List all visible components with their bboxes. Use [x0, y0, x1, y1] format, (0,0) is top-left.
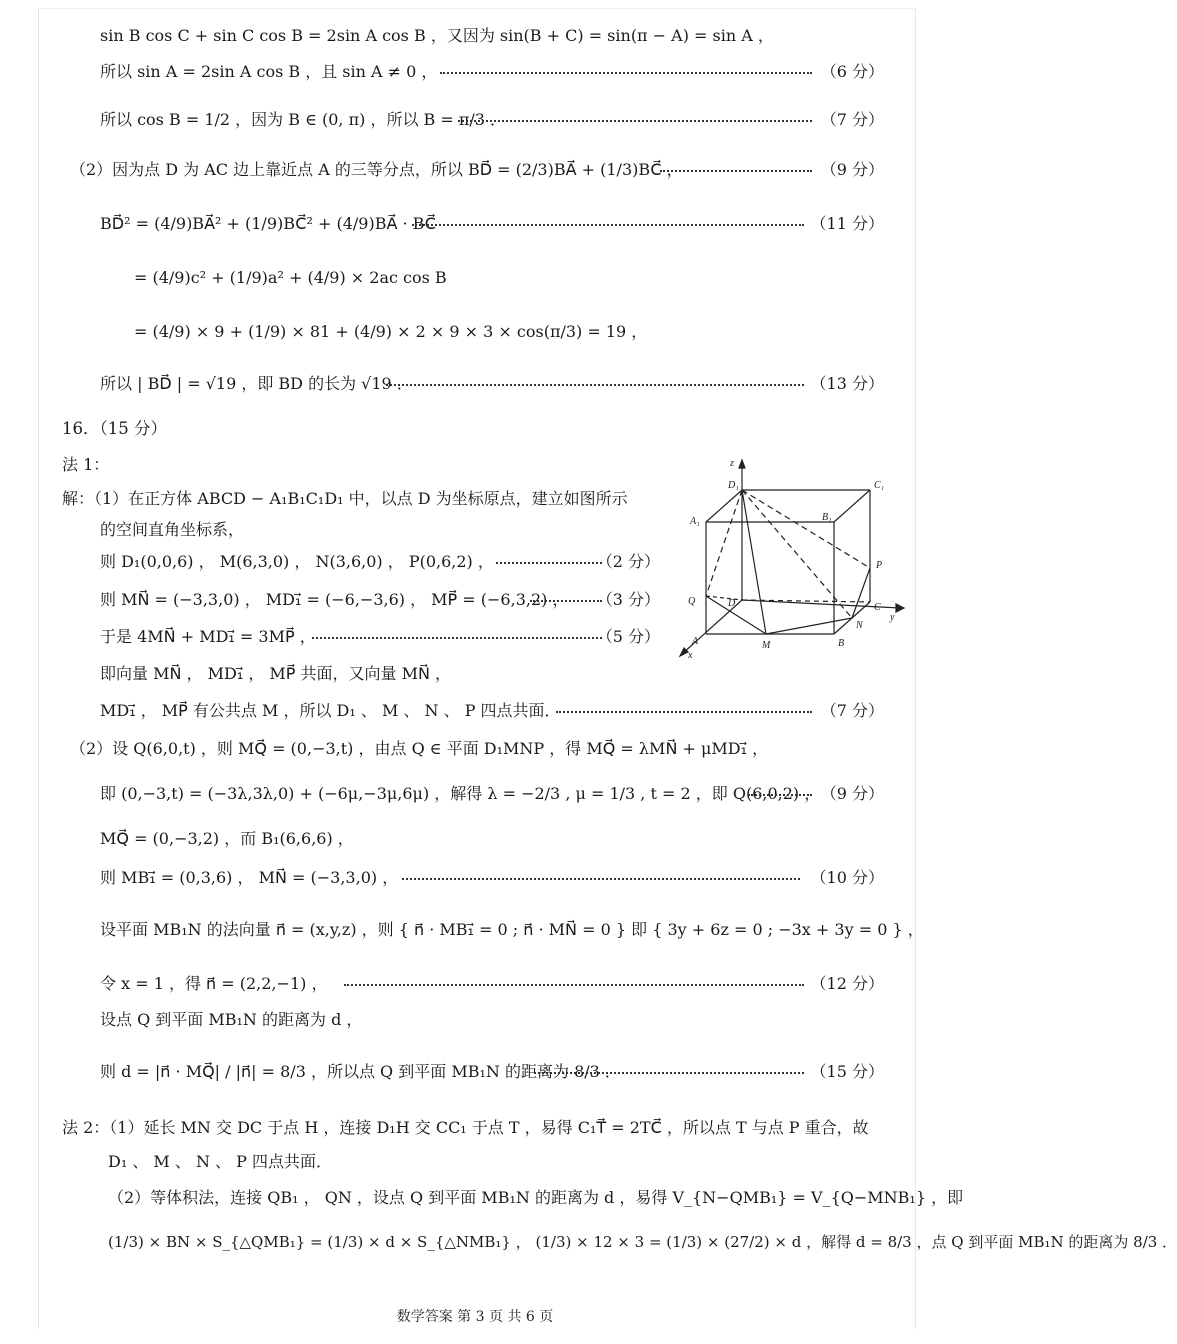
- leader-dots: [402, 878, 800, 880]
- label-d: D: [728, 598, 736, 609]
- score-label: （2 分）: [596, 552, 660, 571]
- leader-dots: [344, 984, 804, 986]
- score-label: （9 分）: [820, 784, 884, 803]
- section-line: [766, 618, 852, 634]
- leader-dots: [312, 637, 602, 639]
- line-17: MD₁⃗ ， MP⃗ 有公共点 M ，所以 D₁ 、 M 、 N 、 P 四点共面．: [100, 701, 561, 720]
- label-d1: D₁: [728, 480, 739, 491]
- line-1: sin B cos C + sin C cos B = 2sin A cos B ，又因为 sin(B + C) = sin(π − A) = sin A ，: [100, 26, 774, 45]
- line-12: 的空间直角坐标系，: [100, 520, 245, 539]
- leader-dots: [458, 120, 812, 122]
- leader-dots: [534, 1072, 804, 1074]
- cube-edge: [834, 490, 870, 522]
- label-q: Q: [688, 596, 696, 607]
- section-line: [742, 490, 870, 568]
- line-18: （2）设 Q(6,0,t) ，则 MQ⃗ = (0,−3,t) ，由点 Q ∈ 平面 D₁MNP ，得 MQ⃗ = λMN⃗ + μMD₁⃗ ，: [70, 739, 769, 758]
- section-line: [742, 490, 766, 634]
- score-label: （5 分）: [596, 627, 660, 646]
- line-22: 设平面 MB₁N 的法向量 n⃗ = (x,y,z) ，则 { n⃗ · MB₁⃗ = 0 ; n⃗ · MN⃗ = 0 } 即 { 3y + 6z = 0 ; −3x + 3y = 0 } ，: [100, 920, 924, 939]
- leader-dots: [530, 600, 602, 602]
- line-20: MQ⃗ = (0,−3,2) ，而 B₁(6,6,6) ，: [100, 829, 354, 848]
- line-8: 所以 | BD⃗ | = √19 ，即 BD 的长为 √19 ．: [100, 374, 413, 393]
- line-6: = (4/9)c² + (1/9)a² + (4/9) × 2ac cos B: [134, 268, 447, 287]
- score-label: （7 分）: [820, 110, 884, 129]
- label-b1: B₁: [822, 512, 832, 523]
- line-29: (1/3) × BN × S_{△QMB₁} = (1/3) × d × S_{△NMB₁} ， (1/3) × 12 × 3 = (1/3) × (27/2) × d ，解得 d = 8/3 ，点 Q 到平面 MB₁N 的距离为 8/3 ．: [108, 1233, 1177, 1251]
- label-c: C: [874, 602, 881, 613]
- label-a: A: [692, 636, 699, 647]
- score-label: （10 分）: [810, 868, 884, 887]
- line-11: 解：（1）在正方体 ABCD − A₁B₁C₁D₁ 中，以点 D 为坐标原点，建立如图所示: [62, 489, 628, 508]
- leader-dots: [556, 711, 812, 713]
- line-4: （2）因为点 D 为 AC 边上靠近点 A 的三等分点，所以 BD⃗ = (2/3)BA⃗ + (1/3)BC⃗ ，: [70, 160, 683, 179]
- page-footer: 数学答案 第 3 页 共 6 页: [396, 1309, 554, 1325]
- section-line: [742, 490, 852, 618]
- section-line: [706, 596, 766, 634]
- line-2: 所以 sin A = 2sin A cos B ，且 sin A ≠ 0 ，: [100, 62, 438, 81]
- line-3: 所以 cos B = 1/2 ，因为 B ∈ (0, π) ，所以 B = π/3 ．: [100, 110, 507, 129]
- label-c1: C₁: [874, 480, 885, 491]
- score-label: （12 分）: [810, 974, 884, 993]
- method-1-heading: 法 1：: [62, 455, 110, 474]
- line-24: 设点 Q 到平面 MB₁N 的距离为 d ，: [100, 1010, 363, 1029]
- label-p: P: [876, 560, 883, 571]
- line-21: 则 MB₁⃗ = (0,3,6) ， MN⃗ = (−3,3,0) ，: [100, 868, 399, 887]
- leader-dots: [386, 384, 804, 386]
- leader-dots: [440, 72, 812, 74]
- label-n: N: [856, 620, 863, 631]
- y-axis-arrow: [896, 604, 904, 612]
- leader-dots: [496, 562, 602, 564]
- line-14: 则 MN⃗ = (−3,3,0) ， MD₁⃗ = (−6,−3,6) ， MP⃗ = (−6,3,2) ，: [100, 590, 569, 609]
- line-23: 令 x = 1 ，得 n⃗ = (2,2,−1) ，: [100, 974, 328, 993]
- line-5: BD⃗² = (4/9)BA⃗² + (1/9)BC⃗² + (4/9)BA⃗ · BC⃗: [100, 214, 436, 233]
- line-25: 则 d = |n⃗ · MQ⃗| / |n⃗| = 8/3 ，所以点 Q 到平面 MB₁N 的距离为 8/3 ．: [100, 1062, 621, 1081]
- line-7: = (4/9) × 9 + (1/9) × 81 + (4/9) × 2 × 9 × 3 × cos(π/3) = 19 ，: [134, 322, 648, 341]
- line-28: （2）等体积法，连接 QB₁ ， QN ，设点 Q 到平面 MB₁N 的距离为 d ，易得 V_{N−QMB₁} = V_{Q−MNB₁} ，即: [108, 1188, 964, 1207]
- cube-figure: [670, 452, 910, 664]
- question-16-heading: 16．（15 分）: [62, 419, 167, 438]
- leader-dots: [660, 170, 812, 172]
- label-z: z: [730, 458, 734, 469]
- label-x: x: [688, 650, 693, 661]
- score-label: （15 分）: [810, 1062, 884, 1081]
- z-axis-arrow: [739, 460, 745, 468]
- score-label: （13 分）: [810, 374, 884, 393]
- label-a1: A₁: [690, 516, 700, 527]
- line-13: 则 D₁(0,0,6) ， M(6,3,0) ， N(3,6,0) ， P(0,6,2) ，: [100, 552, 494, 571]
- label-y: y: [890, 612, 895, 623]
- line-27: D₁ 、 M 、 N 、 P 四点共面．: [108, 1152, 332, 1171]
- score-label: （6 分）: [820, 62, 884, 81]
- label-m: M: [762, 640, 771, 651]
- line-19: 即 (0,−3,t) = (−3λ,3λ,0) + (−6μ,−3μ,6μ) ，解得 λ = −2/3 , μ = 1/3 , t = 2 ，即 Q(6,0,2) ，: [100, 784, 821, 803]
- score-label: （11 分）: [810, 214, 884, 233]
- line-15: 于是 4MN⃗ + MD₁⃗ = 3MP⃗ ，: [100, 627, 316, 646]
- score-label: （7 分）: [820, 701, 884, 720]
- score-label: （9 分）: [820, 160, 884, 179]
- score-label: （3 分）: [596, 590, 660, 609]
- leader-dots: [748, 794, 812, 796]
- leader-dots: [412, 224, 804, 226]
- line-26: 法 2：（1）延长 MN 交 DC 于点 H ，连接 D₁H 交 CC₁ 于点 T ，易得 C₁T⃗ = 2TC⃗ ，所以点 T 与点 P 重合，故: [62, 1118, 869, 1137]
- label-b: B: [838, 638, 845, 649]
- line-16: 即向量 MN⃗ ， MD₁⃗ ， MP⃗ 共面，又向量 MN⃗ ，: [100, 664, 452, 683]
- cube-edge: [706, 490, 742, 522]
